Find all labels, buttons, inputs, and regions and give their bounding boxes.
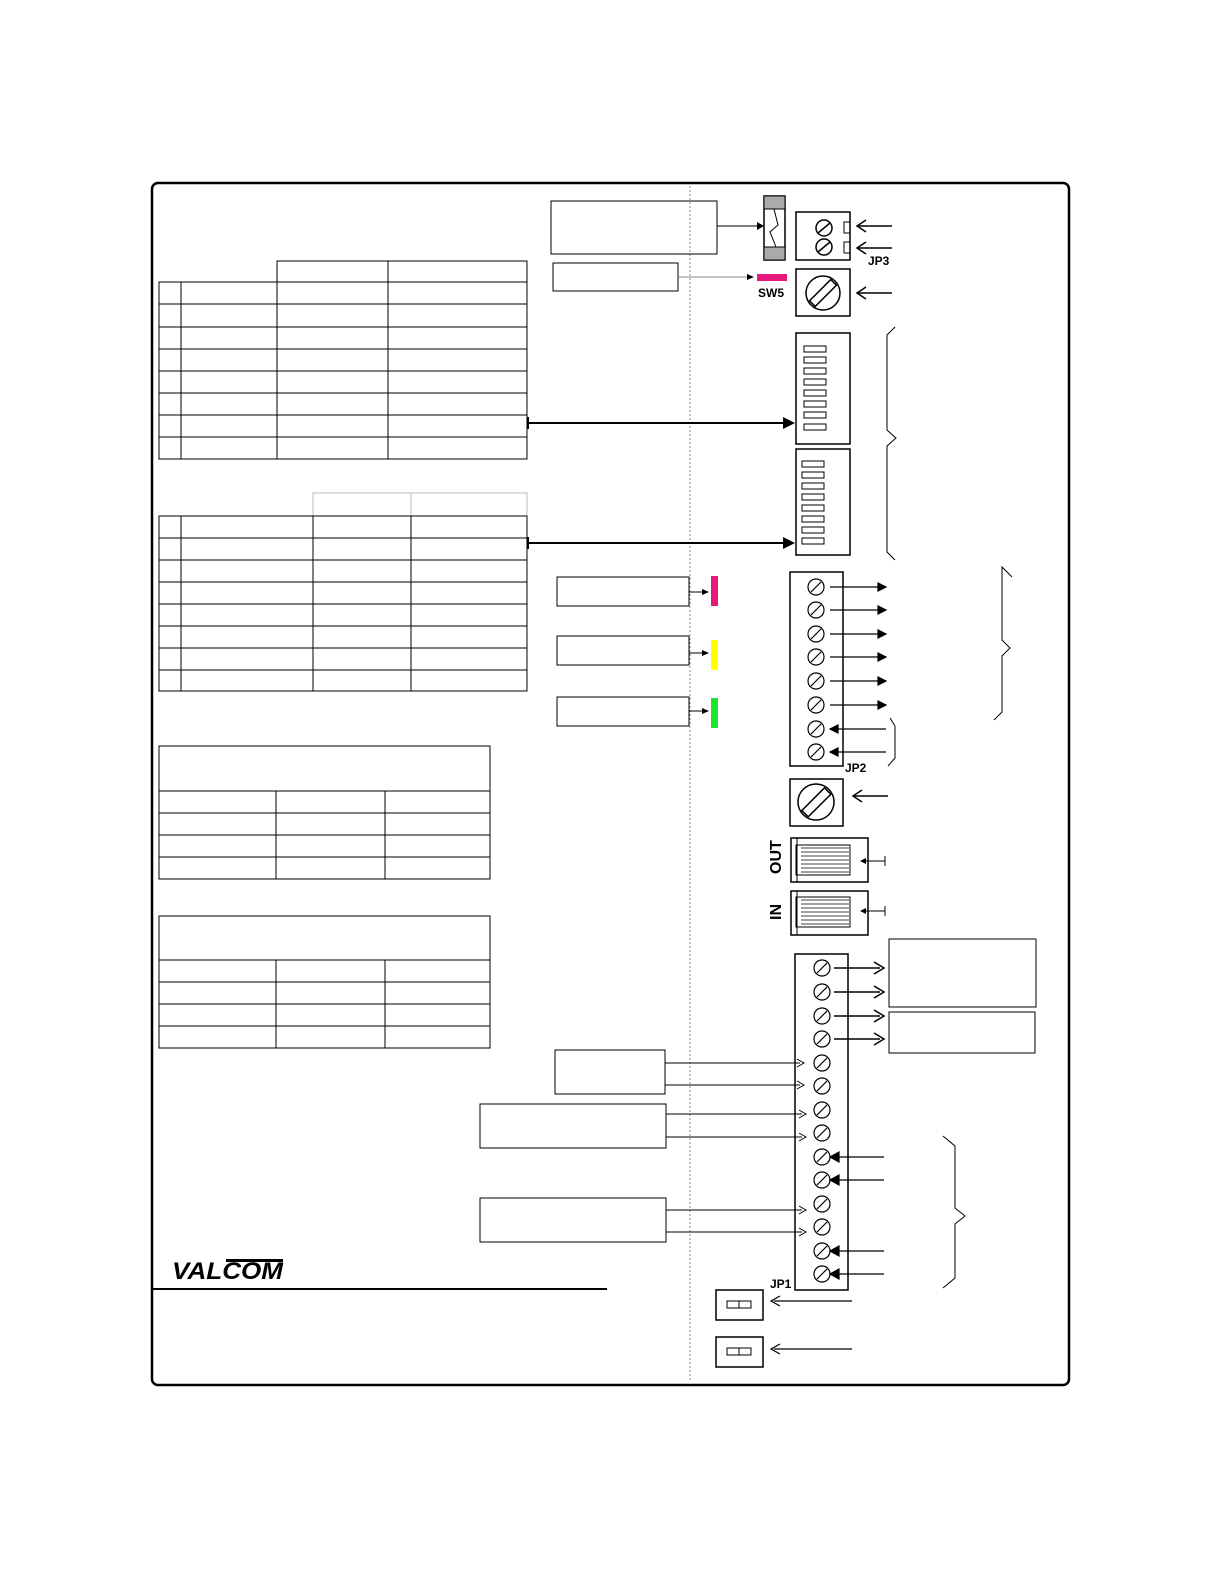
jp2-lower-brace [888,718,895,766]
jp3-label: JP3 [868,254,890,268]
dip-table-1 [159,261,527,459]
out-jack-label: OUT [768,840,785,874]
led-green-callout [557,697,718,728]
valcom-logo [172,1258,284,1285]
jumper-icon [716,1290,852,1320]
sw5-label: SW5 [758,286,785,300]
right-callout-2 [889,1012,1035,1053]
fuse-icon [764,196,785,260]
jp1-terminal-block [795,954,884,1290]
jp2-label: JP2 [845,761,867,775]
svg-text:VALCOM: VALCOM [172,1258,285,1285]
jp1-left-callout-1 [555,1050,804,1094]
fuse-callout [551,201,764,254]
in-jack-label: IN [768,904,785,920]
table-2-arrow [527,537,795,549]
jp2-terminal-block [790,572,886,766]
led-red-callout [557,576,718,606]
jp1-left-callout-2 [480,1104,806,1148]
board-outline [152,183,1069,1385]
jp1-label: JP1 [770,1277,792,1291]
sw5-callout [553,263,754,291]
jp2-upper-brace [994,567,1012,720]
jp1-left-callout-3 [480,1198,806,1242]
rj-jack-icon [791,838,885,882]
dip-switch-icon [796,449,850,555]
config-table-2 [159,916,490,1048]
dip-table-2 [159,493,527,691]
table-1-arrow [527,417,795,429]
jp3-terminal-block [796,212,892,260]
dip-switch-icon [796,333,850,444]
jp1-right-brace [943,1136,965,1288]
rotary-switch-icon [796,269,892,316]
config-table-1 [159,746,490,879]
led-yellow-callout [557,636,718,670]
dip-brace [887,327,896,560]
right-callout-1 [889,939,1036,1007]
rj-jack-icon [791,891,885,935]
sw5-indicator [757,274,787,281]
jumper-icon [716,1337,852,1367]
rotary-switch-icon [790,779,888,826]
